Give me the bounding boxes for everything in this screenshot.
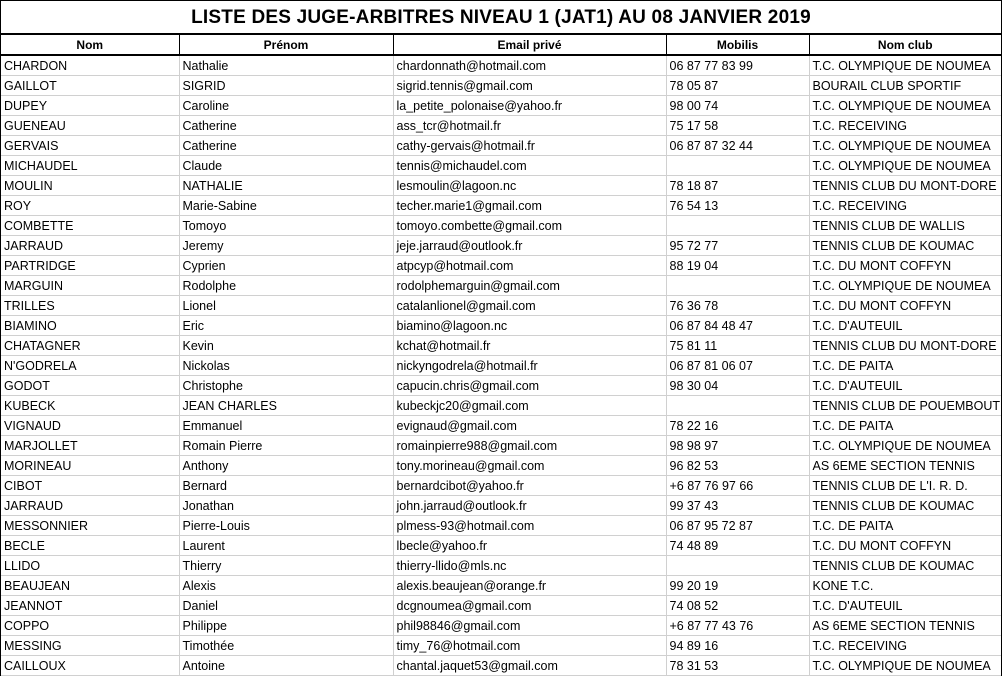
cell-mobilis[interactable]: 78 05 87 bbox=[666, 76, 809, 96]
cell-club[interactable]: T.C. RECEIVING bbox=[809, 116, 1001, 136]
cell-nom[interactable]: CHATAGNER bbox=[1, 336, 179, 356]
cell-mobilis[interactable]: 96 82 53 bbox=[666, 456, 809, 476]
table-row bbox=[1, 256, 1001, 276]
table-row bbox=[1, 196, 1001, 216]
cell-prenom[interactable]: NATHALIE bbox=[179, 176, 393, 196]
table-row bbox=[1, 116, 1001, 136]
table-row bbox=[1, 236, 1001, 256]
cell-email[interactable]: chantal.jaquet53@gmail.com bbox=[393, 656, 666, 676]
table-row bbox=[1, 596, 1001, 616]
cell-email[interactable]: phil98846@gmail.com bbox=[393, 616, 666, 636]
cell-club[interactable]: TENNIS CLUB DE L'I. R. D. bbox=[809, 476, 1001, 496]
cell-mobilis[interactable]: 74 08 52 bbox=[666, 596, 809, 616]
referee-table bbox=[1, 35, 1001, 676]
cell-nom[interactable]: KUBECK bbox=[1, 396, 179, 416]
cell-nom[interactable]: GERVAIS bbox=[1, 136, 179, 156]
cell-prenom[interactable]: Rodolphe bbox=[179, 276, 393, 296]
table-row bbox=[1, 496, 1001, 516]
cell-prenom[interactable]: Caroline bbox=[179, 96, 393, 116]
cell-prenom[interactable]: Laurent bbox=[179, 536, 393, 556]
cell-club[interactable]: TENNIS CLUB DE WALLIS bbox=[809, 216, 1001, 236]
cell-nom[interactable]: VIGNAUD bbox=[1, 416, 179, 436]
cell-prenom[interactable]: Timothée bbox=[179, 636, 393, 656]
cell-prenom[interactable]: Emmanuel bbox=[179, 416, 393, 436]
cell-nom[interactable]: MICHAUDEL bbox=[1, 156, 179, 176]
cell-prenom[interactable]: Catherine bbox=[179, 136, 393, 156]
table-row bbox=[1, 136, 1001, 156]
cell-email[interactable]: kubeckjc20@gmail.com bbox=[393, 396, 666, 416]
cell-club[interactable]: BOURAIL CLUB SPORTIF bbox=[809, 76, 1001, 96]
cell-email[interactable]: catalanlionel@gmail.com bbox=[393, 296, 666, 316]
cell-club[interactable]: T.C. DU MONT COFFYN bbox=[809, 296, 1001, 316]
cell-club[interactable]: T.C. RECEIVING bbox=[809, 196, 1001, 216]
cell-email[interactable]: tennis@michaudel.com bbox=[393, 156, 666, 176]
cell-email[interactable]: jeje.jarraud@outlook.fr bbox=[393, 236, 666, 256]
cell-club[interactable]: T.C. RECEIVING bbox=[809, 636, 1001, 656]
cell-email[interactable]: tony.morineau@gmail.com bbox=[393, 456, 666, 476]
cell-email[interactable]: sigrid.tennis@gmail.com bbox=[393, 76, 666, 96]
cell-prenom[interactable]: JEAN CHARLES bbox=[179, 396, 393, 416]
cell-email[interactable]: bernardcibot@yahoo.fr bbox=[393, 476, 666, 496]
cell-nom[interactable]: ROY bbox=[1, 196, 179, 216]
cell-email[interactable]: cathy-gervais@hotmail.fr bbox=[393, 136, 666, 156]
cell-mobilis[interactable] bbox=[666, 156, 809, 176]
table-row bbox=[1, 516, 1001, 536]
cell-nom[interactable]: COPPO bbox=[1, 616, 179, 636]
table-row bbox=[1, 456, 1001, 476]
cell-email[interactable]: evignaud@gmail.com bbox=[393, 416, 666, 436]
cell-prenom[interactable]: Daniel bbox=[179, 596, 393, 616]
table-row bbox=[1, 276, 1001, 296]
cell-club[interactable]: T.C. DU MONT COFFYN bbox=[809, 536, 1001, 556]
cell-mobilis[interactable]: 78 31 53 bbox=[666, 656, 809, 676]
cell-email[interactable]: la_petite_polonaise@yahoo.fr bbox=[393, 96, 666, 116]
cell-club[interactable]: T.C. OLYMPIQUE DE NOUMEA bbox=[809, 156, 1001, 176]
cell-mobilis[interactable]: 98 30 04 bbox=[666, 376, 809, 396]
cell-nom[interactable]: COMBETTE bbox=[1, 216, 179, 236]
cell-nom[interactable]: GUENEAU bbox=[1, 116, 179, 136]
cell-prenom[interactable]: Marie-Sabine bbox=[179, 196, 393, 216]
header-row bbox=[1, 35, 1001, 55]
cell-prenom[interactable]: Anthony bbox=[179, 456, 393, 476]
cell-nom[interactable]: DUPEY bbox=[1, 96, 179, 116]
cell-nom[interactable]: JEANNOT bbox=[1, 596, 179, 616]
cell-nom[interactable]: TRILLES bbox=[1, 296, 179, 316]
cell-club[interactable]: T.C. DU MONT COFFYN bbox=[809, 256, 1001, 276]
cell-mobilis[interactable]: 98 00 74 bbox=[666, 96, 809, 116]
table-row bbox=[1, 576, 1001, 596]
cell-prenom[interactable]: Claude bbox=[179, 156, 393, 176]
cell-nom[interactable]: LLIDO bbox=[1, 556, 179, 576]
cell-email[interactable]: techer.marie1@gmail.com bbox=[393, 196, 666, 216]
cell-email[interactable]: tomoyo.combette@gmail.com bbox=[393, 216, 666, 236]
table-row bbox=[1, 76, 1001, 96]
cell-email[interactable]: atpcyp@hotmail.com bbox=[393, 256, 666, 276]
cell-mobilis[interactable]: 98 98 97 bbox=[666, 436, 809, 456]
cell-club[interactable]: T.C. D'AUTEUIL bbox=[809, 596, 1001, 616]
cell-nom[interactable]: MESSONNIER bbox=[1, 516, 179, 536]
cell-mobilis[interactable]: 78 18 87 bbox=[666, 176, 809, 196]
table-row bbox=[1, 316, 1001, 336]
cell-prenom[interactable]: Nickolas bbox=[179, 356, 393, 376]
cell-club[interactable]: TENNIS CLUB DU MONT-DORE bbox=[809, 336, 1001, 356]
cell-club[interactable]: TENNIS CLUB DE KOUMAC bbox=[809, 556, 1001, 576]
cell-email[interactable]: john.jarraud@outlook.fr bbox=[393, 496, 666, 516]
cell-mobilis[interactable]: 74 48 89 bbox=[666, 536, 809, 556]
cell-mobilis[interactable] bbox=[666, 276, 809, 296]
cell-nom[interactable]: BECLE bbox=[1, 536, 179, 556]
cell-nom[interactable]: CAILLOUX bbox=[1, 656, 179, 676]
cell-prenom[interactable]: Tomoyo bbox=[179, 216, 393, 236]
sheet-title: LISTE DES JUGE-ARBITRES NIVEAU 1 (JAT1) AU 08 JANVIER 2019 bbox=[1, 1, 1001, 35]
cell-mobilis[interactable]: 06 87 95 72 87 bbox=[666, 516, 809, 536]
table-row bbox=[1, 396, 1001, 416]
table-row bbox=[1, 376, 1001, 396]
cell-prenom[interactable]: Christophe bbox=[179, 376, 393, 396]
column-header-mobilis[interactable]: Mobilis bbox=[666, 35, 809, 55]
cell-club[interactable]: TENNIS CLUB DE POUEMBOUT bbox=[809, 396, 1001, 416]
cell-club[interactable]: T.C. OLYMPIQUE DE NOUMEA bbox=[809, 136, 1001, 156]
cell-email[interactable]: biamino@lagoon.nc bbox=[393, 316, 666, 336]
cell-nom[interactable]: CIBOT bbox=[1, 476, 179, 496]
cell-email[interactable]: chardonnath@hotmail.com bbox=[393, 55, 666, 76]
cell-nom[interactable]: BIAMINO bbox=[1, 316, 179, 336]
cell-club[interactable]: T.C. D'AUTEUIL bbox=[809, 316, 1001, 336]
cell-club[interactable]: T.C. OLYMPIQUE DE NOUMEA bbox=[809, 436, 1001, 456]
table-row bbox=[1, 55, 1001, 76]
cell-club[interactable]: TENNIS CLUB DE KOUMAC bbox=[809, 496, 1001, 516]
cell-club[interactable]: AS 6EME SECTION TENNIS bbox=[809, 616, 1001, 636]
cell-nom[interactable]: N'GODRELA bbox=[1, 356, 179, 376]
table-row bbox=[1, 216, 1001, 236]
cell-email[interactable]: rodolphemarguin@gmail.com bbox=[393, 276, 666, 296]
cell-email[interactable]: plmess-93@hotmail.com bbox=[393, 516, 666, 536]
cell-mobilis[interactable]: 75 81 11 bbox=[666, 336, 809, 356]
cell-nom[interactable]: JARRAUD bbox=[1, 236, 179, 256]
cell-mobilis[interactable]: 06 87 77 83 99 bbox=[666, 55, 809, 76]
cell-mobilis[interactable]: 75 17 58 bbox=[666, 116, 809, 136]
column-header-nom[interactable]: Nom bbox=[1, 35, 179, 55]
table-row bbox=[1, 476, 1001, 496]
cell-prenom[interactable]: SIGRID bbox=[179, 76, 393, 96]
table-row bbox=[1, 656, 1001, 676]
cell-prenom[interactable]: Bernard bbox=[179, 476, 393, 496]
column-header-prenom[interactable]: Prénom bbox=[179, 35, 393, 55]
cell-club[interactable]: T.C. DE PAITA bbox=[809, 356, 1001, 376]
table-row bbox=[1, 356, 1001, 376]
table-row bbox=[1, 296, 1001, 316]
cell-nom[interactable]: MOULIN bbox=[1, 176, 179, 196]
cell-mobilis[interactable]: 99 20 19 bbox=[666, 576, 809, 596]
cell-club[interactable]: AS 6EME SECTION TENNIS bbox=[809, 456, 1001, 476]
cell-club[interactable]: T.C. OLYMPIQUE DE NOUMEA bbox=[809, 656, 1001, 676]
table-row bbox=[1, 636, 1001, 656]
cell-mobilis[interactable]: +6 87 76 97 66 bbox=[666, 476, 809, 496]
cell-nom[interactable]: JARRAUD bbox=[1, 496, 179, 516]
cell-mobilis[interactable]: 06 87 81 06 07 bbox=[666, 356, 809, 376]
cell-mobilis[interactable]: 06 87 84 48 47 bbox=[666, 316, 809, 336]
column-header-email[interactable]: Email privé bbox=[393, 35, 666, 55]
cell-club[interactable]: T.C. OLYMPIQUE DE NOUMEA bbox=[809, 96, 1001, 116]
cell-email[interactable]: capucin.chris@gmail.com bbox=[393, 376, 666, 396]
cell-mobilis[interactable] bbox=[666, 396, 809, 416]
cell-mobilis[interactable]: 06 87 87 32 44 bbox=[666, 136, 809, 156]
cell-nom[interactable]: MARJOLLET bbox=[1, 436, 179, 456]
cell-prenom[interactable]: Nathalie bbox=[179, 55, 393, 76]
table-row bbox=[1, 556, 1001, 576]
cell-club[interactable]: T.C. OLYMPIQUE DE NOUMEA bbox=[809, 276, 1001, 296]
cell-email[interactable]: dcgnoumea@gmail.com bbox=[393, 596, 666, 616]
cell-prenom[interactable]: Lionel bbox=[179, 296, 393, 316]
cell-email[interactable]: lesmoulin@lagoon.nc bbox=[393, 176, 666, 196]
cell-mobilis[interactable]: 95 72 77 bbox=[666, 236, 809, 256]
cell-email[interactable]: kchat@hotmail.fr bbox=[393, 336, 666, 356]
cell-club[interactable]: T.C. DE PAITA bbox=[809, 516, 1001, 536]
cell-email[interactable]: timy_76@hotmail.com bbox=[393, 636, 666, 656]
cell-prenom[interactable]: Eric bbox=[179, 316, 393, 336]
cell-club[interactable]: TENNIS CLUB DU MONT-DORE bbox=[809, 176, 1001, 196]
cell-prenom[interactable]: Thierry bbox=[179, 556, 393, 576]
cell-prenom[interactable]: Pierre-Louis bbox=[179, 516, 393, 536]
cell-nom[interactable]: MORINEAU bbox=[1, 456, 179, 476]
cell-club[interactable]: T.C. DE PAITA bbox=[809, 416, 1001, 436]
table-row bbox=[1, 336, 1001, 356]
cell-email[interactable]: ass_tcr@hotmail.fr bbox=[393, 116, 666, 136]
table-row bbox=[1, 536, 1001, 556]
cell-prenom[interactable]: Romain Pierre bbox=[179, 436, 393, 456]
cell-prenom[interactable]: Catherine bbox=[179, 116, 393, 136]
cell-mobilis[interactable]: +6 87 77 43 76 bbox=[666, 616, 809, 636]
cell-email[interactable]: nickyngodrela@hotmail.fr bbox=[393, 356, 666, 376]
cell-email[interactable]: thierry-llido@mls.nc bbox=[393, 556, 666, 576]
cell-mobilis[interactable]: 76 36 78 bbox=[666, 296, 809, 316]
cell-nom[interactable]: MESSING bbox=[1, 636, 179, 656]
column-header-club[interactable]: Nom club bbox=[809, 35, 1001, 55]
cell-mobilis[interactable] bbox=[666, 216, 809, 236]
cell-prenom[interactable]: Antoine bbox=[179, 656, 393, 676]
table-row bbox=[1, 616, 1001, 636]
cell-prenom[interactable]: Cyprien bbox=[179, 256, 393, 276]
table-row bbox=[1, 96, 1001, 116]
cell-email[interactable]: lbecle@yahoo.fr bbox=[393, 536, 666, 556]
cell-mobilis[interactable]: 88 19 04 bbox=[666, 256, 809, 276]
cell-mobilis[interactable]: 76 54 13 bbox=[666, 196, 809, 216]
cell-nom[interactable]: GODOT bbox=[1, 376, 179, 396]
cell-nom[interactable]: MARGUIN bbox=[1, 276, 179, 296]
cell-email[interactable]: alexis.beaujean@orange.fr bbox=[393, 576, 666, 596]
cell-prenom[interactable]: Jonathan bbox=[179, 496, 393, 516]
table-row bbox=[1, 436, 1001, 456]
cell-nom[interactable]: PARTRIDGE bbox=[1, 256, 179, 276]
cell-prenom[interactable]: Jeremy bbox=[179, 236, 393, 256]
cell-mobilis[interactable]: 99 37 43 bbox=[666, 496, 809, 516]
cell-nom[interactable]: CHARDON bbox=[1, 55, 179, 76]
table-row bbox=[1, 176, 1001, 196]
cell-mobilis[interactable]: 78 22 16 bbox=[666, 416, 809, 436]
cell-prenom[interactable]: Kevin bbox=[179, 336, 393, 356]
cell-prenom[interactable]: Alexis bbox=[179, 576, 393, 596]
cell-mobilis[interactable]: 94 89 16 bbox=[666, 636, 809, 656]
cell-club[interactable]: T.C. D'AUTEUIL bbox=[809, 376, 1001, 396]
cell-club[interactable]: KONE T.C. bbox=[809, 576, 1001, 596]
cell-club[interactable]: T.C. OLYMPIQUE DE NOUMEA bbox=[809, 55, 1001, 76]
table-row bbox=[1, 416, 1001, 436]
table-row bbox=[1, 156, 1001, 176]
cell-nom[interactable]: BEAUJEAN bbox=[1, 576, 179, 596]
cell-prenom[interactable]: Philippe bbox=[179, 616, 393, 636]
cell-email[interactable]: romainpierre988@gmail.com bbox=[393, 436, 666, 456]
cell-nom[interactable]: GAILLOT bbox=[1, 76, 179, 96]
cell-mobilis[interactable] bbox=[666, 556, 809, 576]
cell-club[interactable]: TENNIS CLUB DE KOUMAC bbox=[809, 236, 1001, 256]
